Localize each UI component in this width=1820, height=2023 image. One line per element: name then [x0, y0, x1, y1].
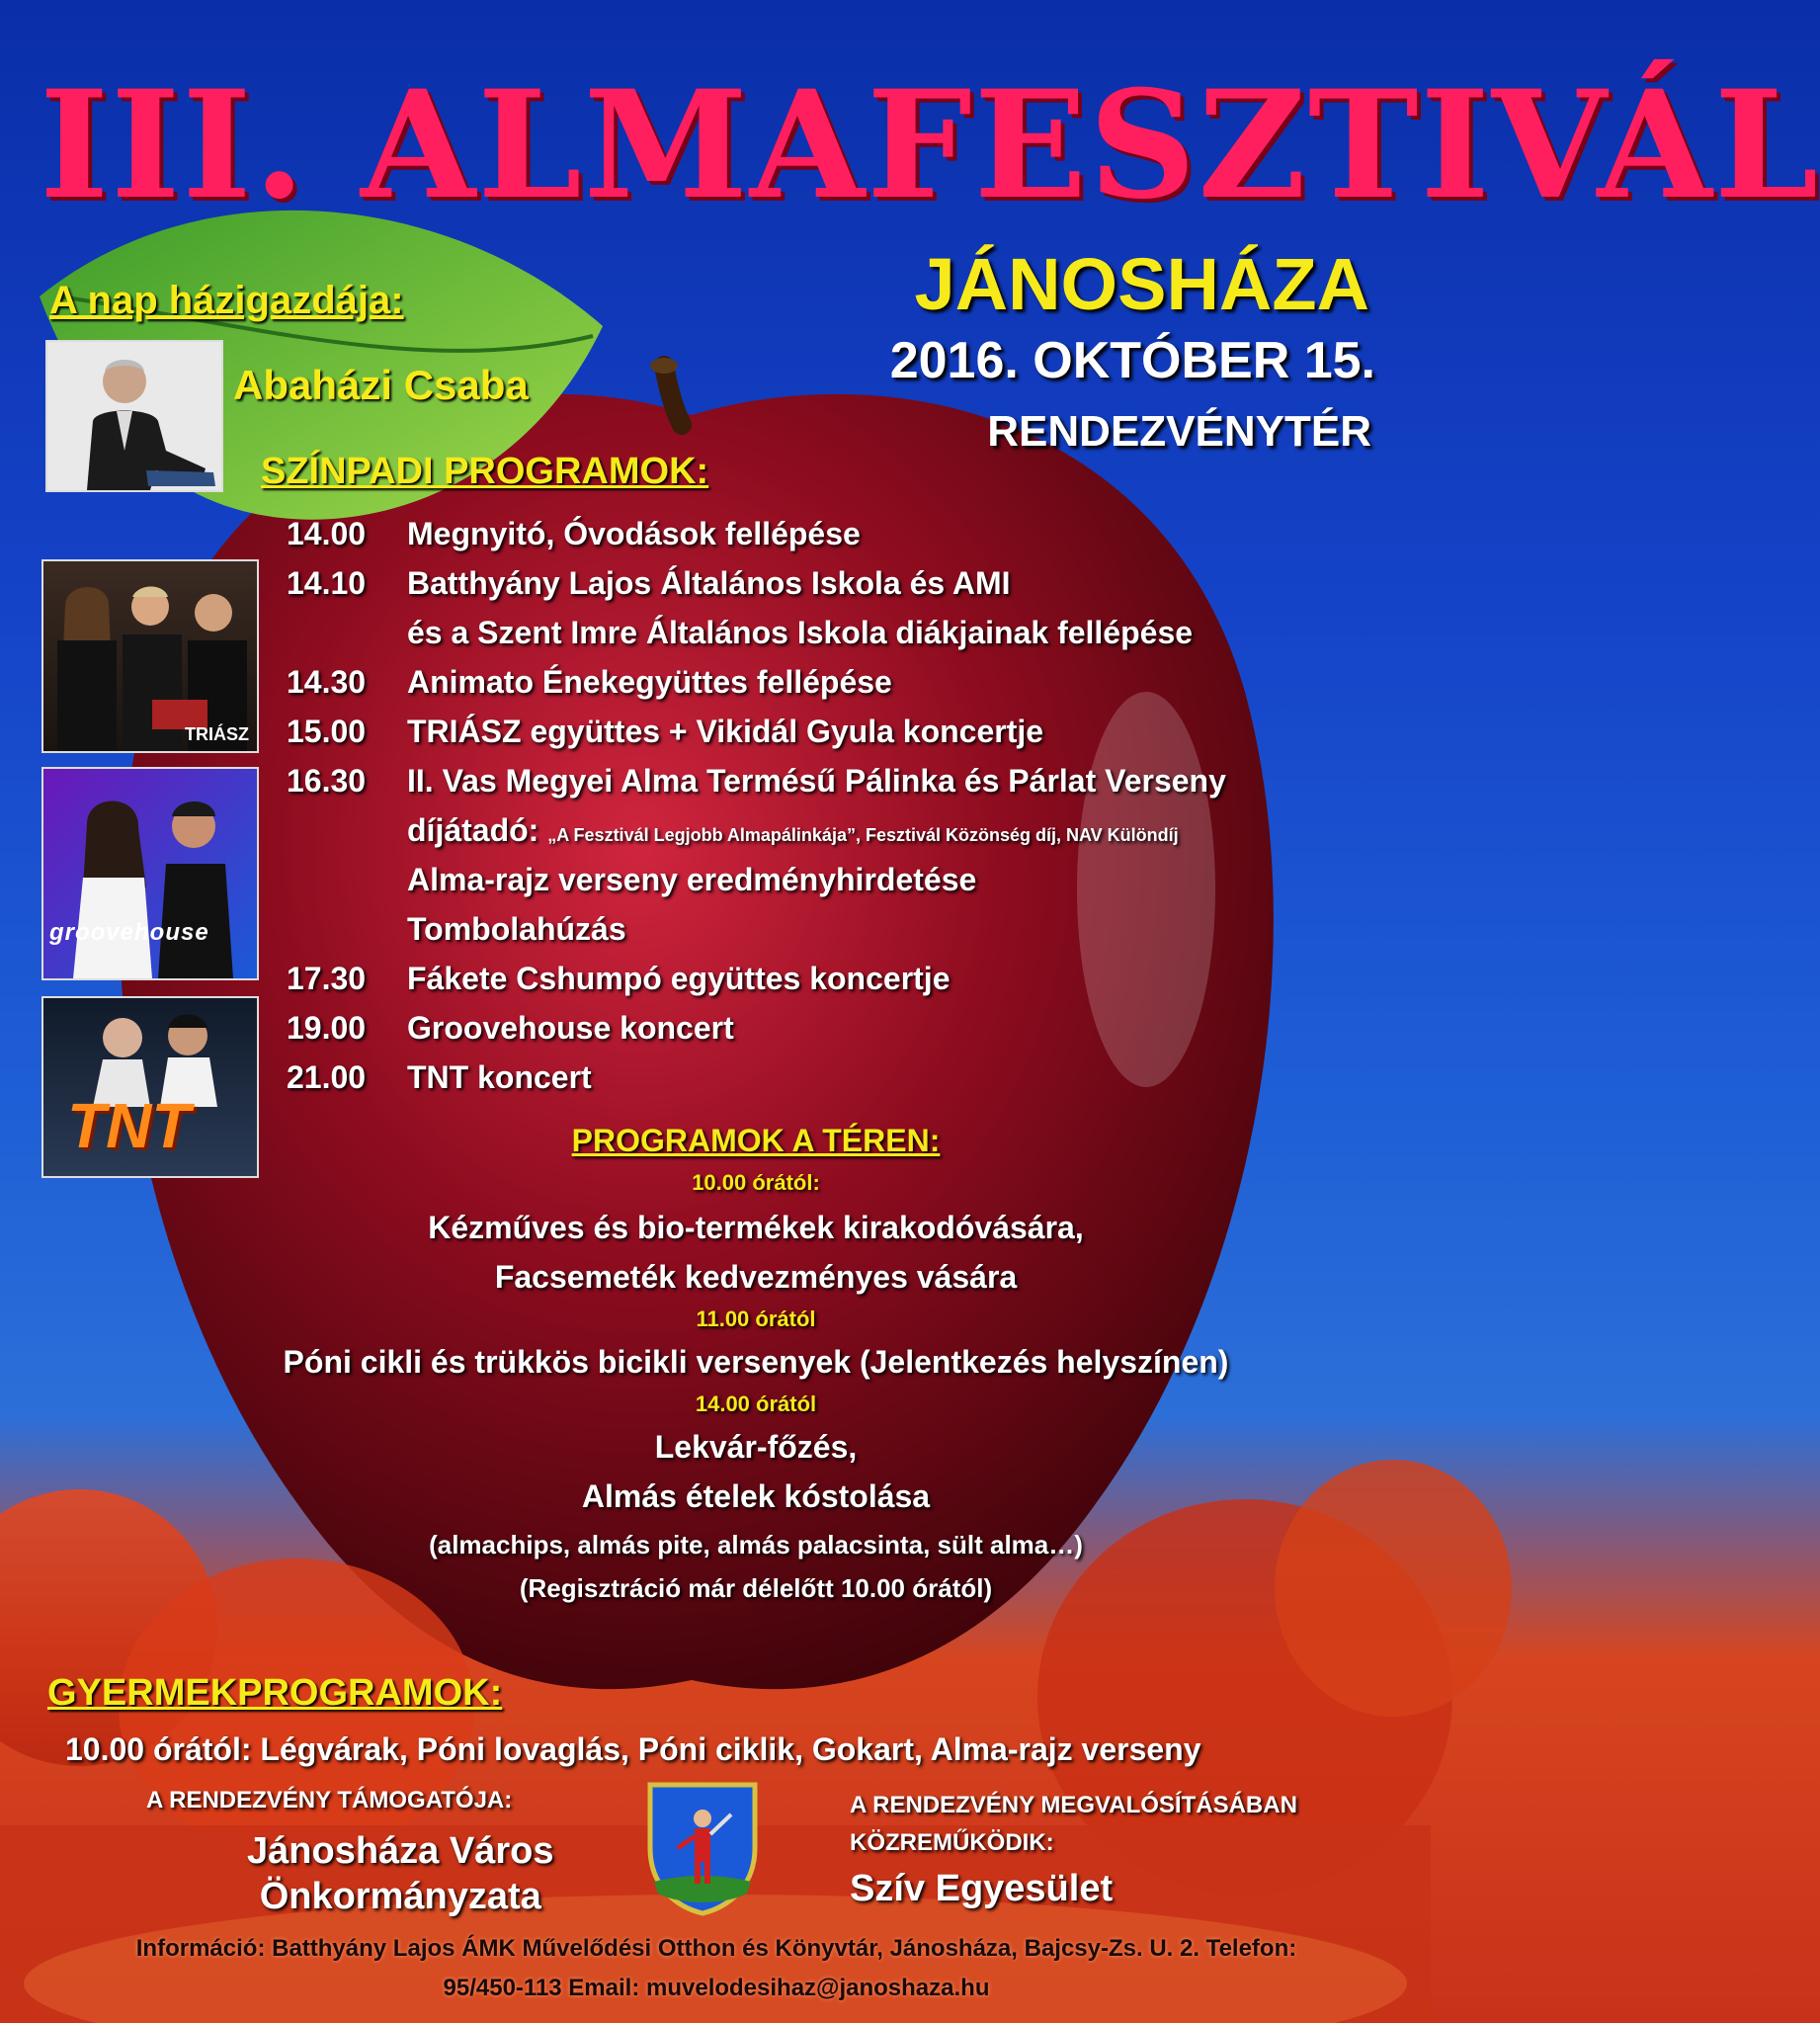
sponsor-name-line: Jánosháza Város	[247, 1830, 554, 1872]
schedule-row	[287, 714, 1403, 763]
square-line: Almás ételek kóstolása	[581, 1478, 931, 1514]
schedule-row	[287, 763, 1403, 812]
schedule-time: 15.00	[287, 714, 367, 749]
schedule-row	[287, 961, 1403, 1010]
award-label: díjátadó:	[407, 812, 539, 848]
square-time-1: 10.00 órától:	[692, 1170, 820, 1195]
info-line: Információ: Batthyány Lajos ÁMK Művelődési Otthon és Könyvtár, Jánosháza, Bajcsy-Zs. U. 2. Telefon:	[135, 1935, 1297, 1962]
square-line: Kézműves és bio-termékek kirakodóvására,	[428, 1210, 1084, 1245]
square-line: (almachips, almás pite, almás palacsinta, sült alma…)	[429, 1530, 1083, 1559]
schedule-row	[287, 565, 1403, 615]
sponsor-label: A RENDEZVÉNY TÁMOGATÓJA:	[146, 1787, 513, 1813]
schedule-text: és a Szent Imre Általános Iskola diákjainak fellépése	[407, 615, 1194, 650]
groovehouse-photo	[41, 767, 259, 980]
host-heading: A nap házigazdája:	[49, 279, 404, 322]
schedule-time: 17.30	[287, 961, 367, 996]
triasz-label: TRIÁSZ	[185, 724, 249, 744]
square-line: (Regisztráció már délelőtt 10.00 órától)	[519, 1573, 993, 1603]
town-name: JÁNOSHÁZA	[914, 243, 1369, 325]
schedule-text: Alma-rajz verseny eredményhirdetése	[407, 862, 977, 897]
schedule-time: 19.00	[287, 1010, 367, 1046]
schedule-row	[287, 1010, 1403, 1059]
square-time-2: 11.00 órától	[696, 1307, 816, 1331]
award-list: „A Fesztivál Legjobb Almapálinkája”, Fesztivál Közönség díj, NAV Különdíj	[547, 825, 1179, 845]
schedule-row	[287, 516, 1403, 565]
triasz-photo	[41, 559, 259, 753]
schedule-text: TRIÁSZ együttes + Vikidál Gyula koncertje	[407, 714, 1044, 749]
schedule-time: 21.00	[287, 1059, 367, 1095]
info-contact-line: 95/450-113 Email: muvelodesihaz@janoshaza.hu	[443, 1975, 990, 2001]
cooperation-label-line: KÖZREMŰKÖDIK:	[850, 1829, 1054, 1856]
schedule-time: 16.30	[287, 763, 367, 799]
event-venue: RENDEZVÉNYTÉR	[987, 407, 1371, 456]
cooperation-label-line: A RENDEZVÉNY MEGVALÓSÍTÁSÁBAN	[850, 1792, 1297, 1818]
event-date: 2016. OKTÓBER 15.	[889, 332, 1375, 389]
host-photo	[45, 340, 223, 492]
host-name: Abaházi Csaba	[233, 362, 529, 408]
schedule-text: Fákete Cshumpó együttes koncertje	[407, 961, 951, 996]
schedule-text: Batthyány Lajos Általános Iskola és AMI	[407, 565, 1011, 601]
schedule-time: 14.30	[287, 664, 367, 700]
schedule-row	[287, 664, 1403, 714]
kids-programs-heading: GYERMEKPROGRAMOK:	[47, 1672, 503, 1714]
tnt-logo: TNT	[67, 1090, 191, 1161]
schedule-row	[287, 1059, 1403, 1109]
sponsor-name-line: Önkormányzata	[259, 1876, 541, 1917]
festival-title: III. ALMAFESZTIVÁL	[40, 58, 1820, 232]
stage-programs-heading: SZÍNPADI PROGRAMOK:	[261, 451, 709, 492]
stage-schedule	[287, 516, 1403, 1109]
schedule-text: TNT koncert	[407, 1059, 592, 1095]
person-silhouette-icon	[47, 342, 221, 490]
kids-programs-line: 10.00 órától: Légvárak, Póni lovaglás, Póni ciklik, Gokart, Alma-rajz verseny	[65, 1731, 1201, 1767]
schedule-row	[287, 911, 1403, 961]
schedule-text: Animato Énekegyüttes fellépése	[407, 664, 892, 700]
schedule-text: Groovehouse koncert	[407, 1010, 734, 1046]
groovehouse-label: groovehouse	[49, 919, 209, 946]
schedule-text: Tombolahúzás	[407, 911, 626, 947]
info-footer	[40, 1929, 1393, 2008]
schedule-row	[287, 862, 1403, 911]
square-programs-heading: PROGRAMOK A TÉREN:	[571, 1123, 941, 1158]
square-line: Póni cikli és trükkös bicikli versenyek (Jelentkezés helyszínen)	[283, 1344, 1229, 1380]
schedule-text: Megnyitó, Óvodások fellépése	[407, 516, 861, 551]
schedule-time: 14.10	[287, 565, 367, 601]
schedule-text	[407, 812, 1179, 849]
schedule-time: 14.00	[287, 516, 367, 551]
cooperation-name: Szív Egyesület	[850, 1868, 1114, 1909]
cooperation-label	[850, 1787, 1297, 1862]
schedule-row	[287, 615, 1403, 664]
schedule-row	[287, 812, 1403, 862]
duo-members-icon	[43, 769, 257, 978]
band-members-icon	[43, 561, 257, 751]
coat-of-arms-icon	[644, 1779, 761, 1917]
square-line: Facsemeték kedvezményes vására	[494, 1259, 1018, 1295]
sponsor-name	[247, 1828, 553, 1919]
square-line: Lekvár-főzés,	[654, 1429, 858, 1465]
schedule-text: II. Vas Megyei Alma Termésű Pálinka és Párlat Verseny	[407, 763, 1226, 799]
square-time-3: 14.00 órától	[695, 1391, 817, 1416]
